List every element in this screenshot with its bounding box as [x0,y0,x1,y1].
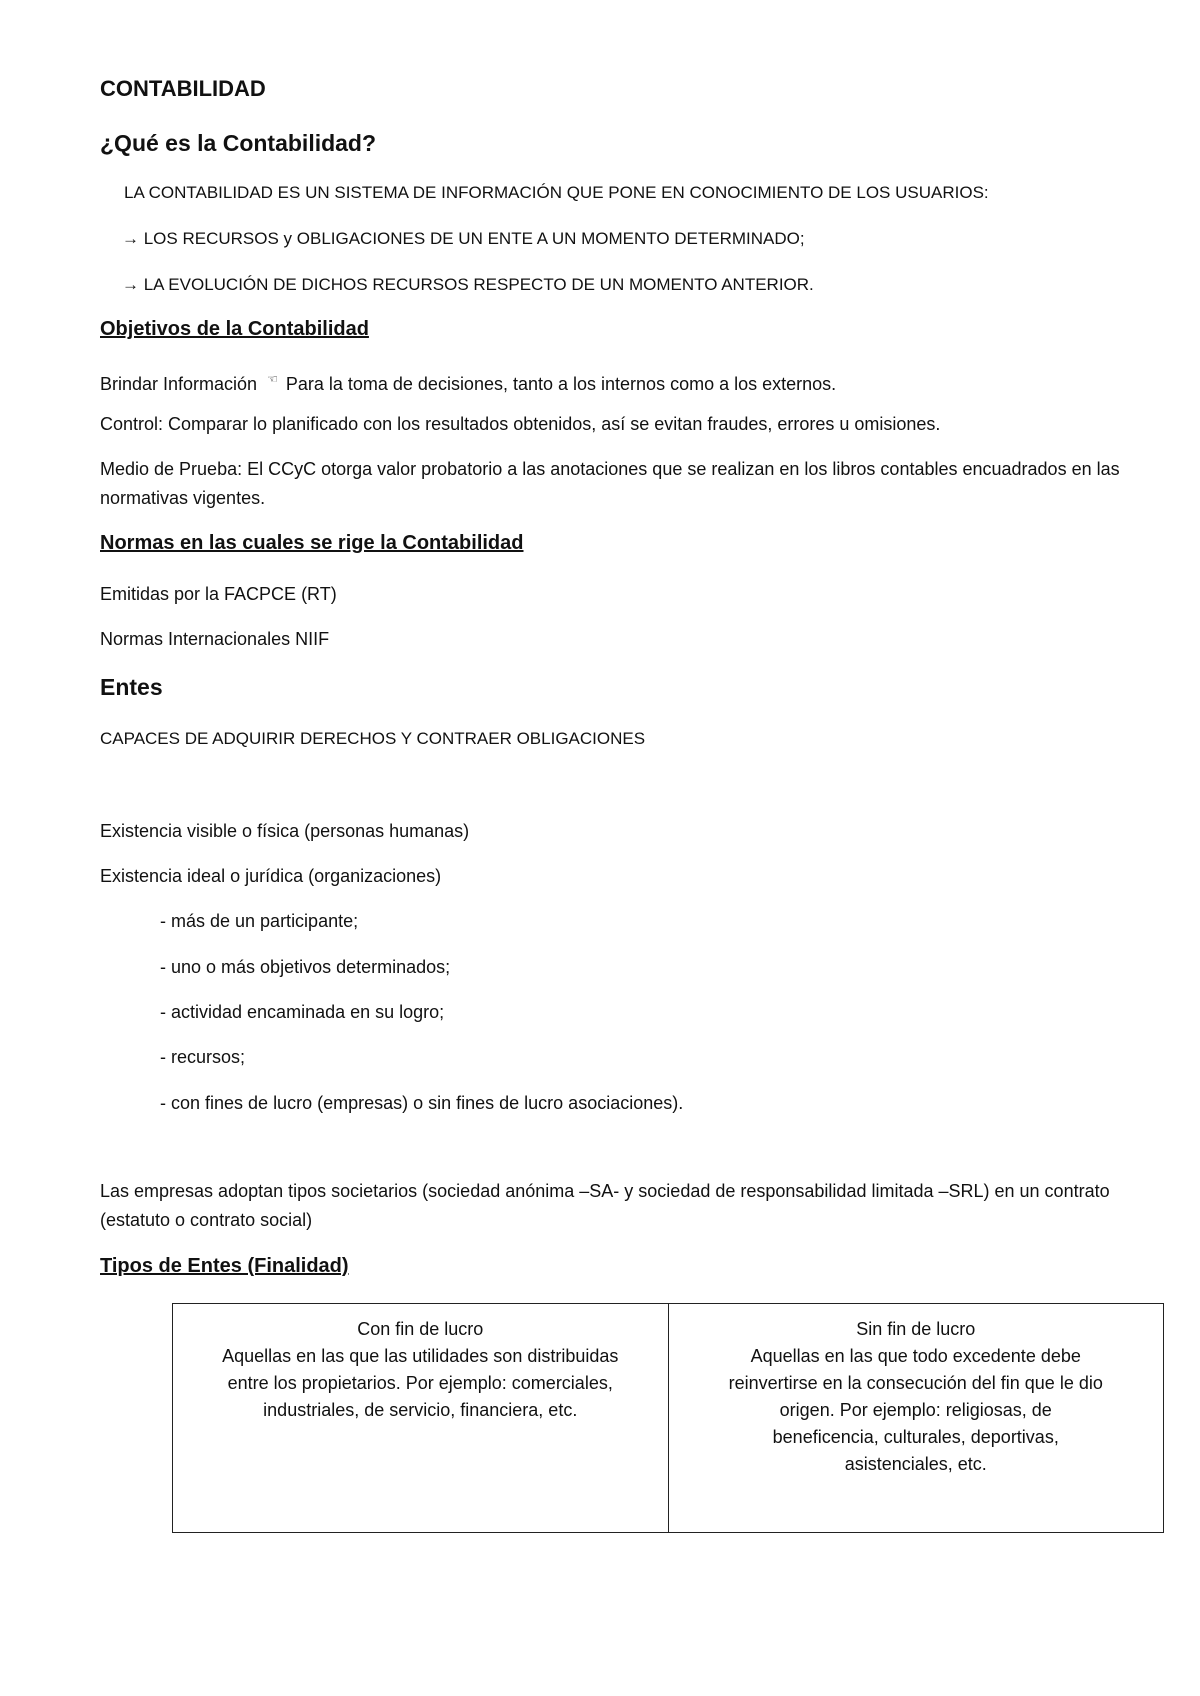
definition-point-1: → LOS RECURSOS y OBLIGACIONES DE UN ENTE A UN MOMENTO DETERMINADO; [122,229,805,248]
definition-point-2: → LA EVOLUCIÓN DE DICHOS RECURSOS RESPECTO DE UN MOMENTO ANTERIOR. [122,275,814,294]
sin-fin-line: asistenciales, etc. [844,1454,987,1474]
heading-entes: Entes [100,674,163,700]
sin-fin-line: reinvertirse en la consecución del fin que le dio [728,1373,1103,1393]
heading-objetivos: Objetivos de la Contabilidad [100,318,369,340]
ideal-item: - uno o más objetivos determinados; [160,957,451,977]
objetivo-medio-prueba: Medio de Prueba: El CCyC otorga valor probatorio a las anotaciones que se realizan en los libros contables encuadrados en las normativas vigentes. [100,459,1120,508]
tipos-entes-table [172,1303,1164,1533]
con-fin-line: entre los propietarios. Por ejemplo: comerciales, [227,1373,613,1393]
heading-normas: Normas en las cuales se rige la Contabilidad [100,532,524,554]
table-row [173,1304,1164,1533]
table-cell-con-fin [173,1304,669,1533]
heading-tipos-entes: Tipos de Entes (Finalidad) [100,1255,349,1277]
document-title: CONTABILIDAD [100,76,266,101]
con-fin-line: industriales, de servicio, financiera, etc. [263,1400,578,1420]
ideal-item: - más de un participante; [160,911,359,931]
heading-que-es: ¿Qué es la Contabilidad? [100,130,377,156]
existencia-visible: Existencia visible o física (personas humanas) [100,821,470,841]
existencia-ideal: Existencia ideal o jurídica (organizaciones) [100,866,442,886]
pointer-icon: ☜ [267,372,278,386]
sin-fin-line: Aquellas en las que todo excedente debe [750,1346,1081,1366]
objetivo-brindar [100,368,836,395]
con-fin-title: Con fin de lucro [357,1319,484,1339]
ideal-item: - recursos; [160,1047,246,1067]
sin-fin-line: beneficencia, culturales, deportivas, [772,1427,1059,1447]
norma-item-1: Emitidas por la FACPCE (RT) [100,584,337,604]
table-cell-sin-fin [668,1304,1164,1533]
brindar-label: Brindar Información [100,374,258,394]
brindar-text: Para la toma de decisiones, tanto a los internos como a los externos. [285,374,837,394]
sin-fin-line: origen. Por ejemplo: religiosas, de [779,1400,1052,1420]
ideal-item: - con fines de lucro (empresas) o sin fines de lucro asociaciones). [160,1093,684,1113]
entes-capaces: CAPACES DE ADQUIRIR DERECHOS Y CONTRAER OBLIGACIONES [100,729,646,748]
sin-fin-title: Sin fin de lucro [856,1319,976,1339]
ideal-item: - actividad encaminada en su logro; [160,1002,445,1022]
con-fin-line: Aquellas en las que las utilidades son distribuidas [222,1346,619,1366]
norma-item-2: Normas Internacionales NIIF [100,629,330,649]
empresas-paragraph: Las empresas adoptan tipos societarios (sociedad anónima –SA- y sociedad de responsabilidad limitada –SRL) en un contrato (estatuto o contrato social) [100,1181,1110,1230]
definition-text: LA CONTABILIDAD ES UN SISTEMA DE INFORMACIÓN QUE PONE EN CONOCIMIENTO DE LOS USUARIOS: [124,183,989,202]
objetivo-control: Control: Comparar lo planificado con los resultados obtenidos, así se evitan fraudes, errores u omisiones. [100,414,941,434]
